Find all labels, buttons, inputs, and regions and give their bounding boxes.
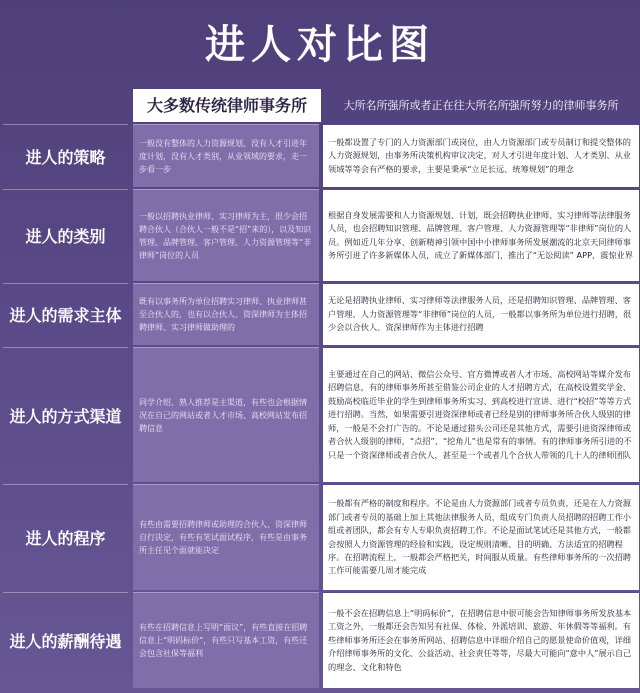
page-title: 进人对比图 <box>205 22 435 68</box>
leading-cell: 主要通过在自己的网站、微信公众号、官方微博或者人才市场、高校网站等媒介发布招聘信息，有的律师事务所甚至借鉴公司企业的人才招聘方式，在高校设置奖学金、鼓励高校临近毕业的学生到律师事务所实习、到高校进行宣讲、进行“校招”等等方式进行招聘。当然，如果需要引进资深律师或者已经是别的律师事务所合伙人级别的律师，一般是不会打广告的。不论是通过猎头公司还是其他方式，需要引进资深律师或者合伙人级别的律师，“点招”、“挖角儿”也是常有的事情。有的律师事务所引进的不只是一个资深律师或者合伙人，甚至是一个或者几个合伙人带领的几十人的律师团队 <box>323 347 639 482</box>
row-procedure <box>0 484 640 590</box>
row-category-types <box>0 189 640 281</box>
header-traditional-firms: 大多数传统律师事务所 <box>133 89 321 122</box>
row-category: 进人的薪酬待遇 <box>3 592 128 688</box>
row-category: 进人的方式渠道 <box>3 347 128 482</box>
traditional-cell: 有些在招聘信息上写明“面议”，有些直接在招聘信息上“明码标价”，有些只写基本工资，有些还会包含社保等福利 <box>133 592 319 688</box>
traditional-cell: 一般以招聘执业律师、实习律师为主，很少会招聘合伙人（合伙人一般不是“招”来的），以及知识管理、品牌管理、客户管理、人力资源管理等“非律师”岗位的人员 <box>133 189 319 281</box>
leading-cell: 一般不会在招聘信息上“明码标价”，在招聘信息中很可能会告知律师事务所发放基本工资之外，一般都还会告知另有社保、体检、外派培训、旅游、年休假等等福利。有些律师事务所还会在事务所网站、招聘信息中详细介绍自己的愿景使命价值观，详细介绍律师事务所的文化、公益活动、社会责任等等，尽最大可能向“意中人”展示自己的理念、文化和特色 <box>323 592 639 688</box>
row-demand-subject <box>0 283 640 345</box>
traditional-cell: 一般没有整体的人力资源规划，没有人才引进年度计划，没有人才类别，从业领域的要求，走一步看一步 <box>133 124 319 187</box>
leading-cell: 一般都设置了专门的人力资源部门或岗位，由人力资源部门或专员制订和提交整体的人力资源规划，由事务所决策机构审议决定，对人才引进年度计划、人才类别、从业领域等等会有严格的要求，主要是秉承“立足长远、统筹规划”的理念 <box>323 124 639 187</box>
row-category: 进人的需求主体 <box>3 283 128 345</box>
row-category: 进人的程序 <box>3 484 128 590</box>
traditional-cell: 同学介绍、熟人推荐是主渠道，有些也会根据情况在自己的网站或者人才市场、高校网站发布招聘信息 <box>133 347 319 482</box>
header-leading-firms: 大所名所强所或者正在往大所名所强所努力的律师事务所 <box>343 99 619 112</box>
row-compensation <box>0 592 640 688</box>
row-category: 进人的策略 <box>3 124 128 187</box>
leading-cell: 根据自身发展需要和人力资源规划、计划，既会招聘执业律师、实习律师等法律服务人员，也会招聘知识管理、品牌管理、客户管理、人力资源管理等“非律师”岗位的人员。例如近几年分享、创新精神引领中国中小律师事务所发展潮流的北京天同律师事务所引进了许多新媒体人员，成立了新媒体部门，推出了“无讼阅读” APP，震惊业界 <box>323 189 639 281</box>
row-category: 进人的类别 <box>3 189 128 281</box>
row-strategy <box>0 124 640 187</box>
traditional-cell: 既有以事务所为单位招聘实习律师、执业律师甚至合伙人的，也有以合伙人、资深律师为主体招聘律师、实习律师做助理的 <box>133 283 319 345</box>
traditional-cell: 有些由需要招聘律师或助理的合伙人、资深律师自行决定，有些有笔试面试程序，有些是由事务所主任见个面就能决定 <box>133 484 319 590</box>
leading-cell: 无论是招聘执业律师、实习律师等法律服务人员，还是招聘知识管理、品牌管理、客户管理、人力资源管理等“非律师”岗位的人员，一般都以事务所为单位进行招聘，很少会以合伙人、资深律师作为主体进行招聘 <box>323 283 639 345</box>
leading-cell: 一般都有严格的制度和程序。不论是由人力资源部门或者专员负责，还是在人力资源部门或者专员的基础上加上其他法律服务人员，组成专门负责人员招聘的招聘工作小组或者团队，都会有专人专职负责招聘工作。不论是面试笔试还是其他方式，一般都会按照人力资源管理的经验和实践，设定规则清晰、目的明确、方法适宜的招聘程序。在招聘流程上，一般都会严格把关，时间服从质量。有些律师事务所的一次招聘工作可能需要几周才能完成 <box>323 484 639 590</box>
row-channels <box>0 347 640 482</box>
